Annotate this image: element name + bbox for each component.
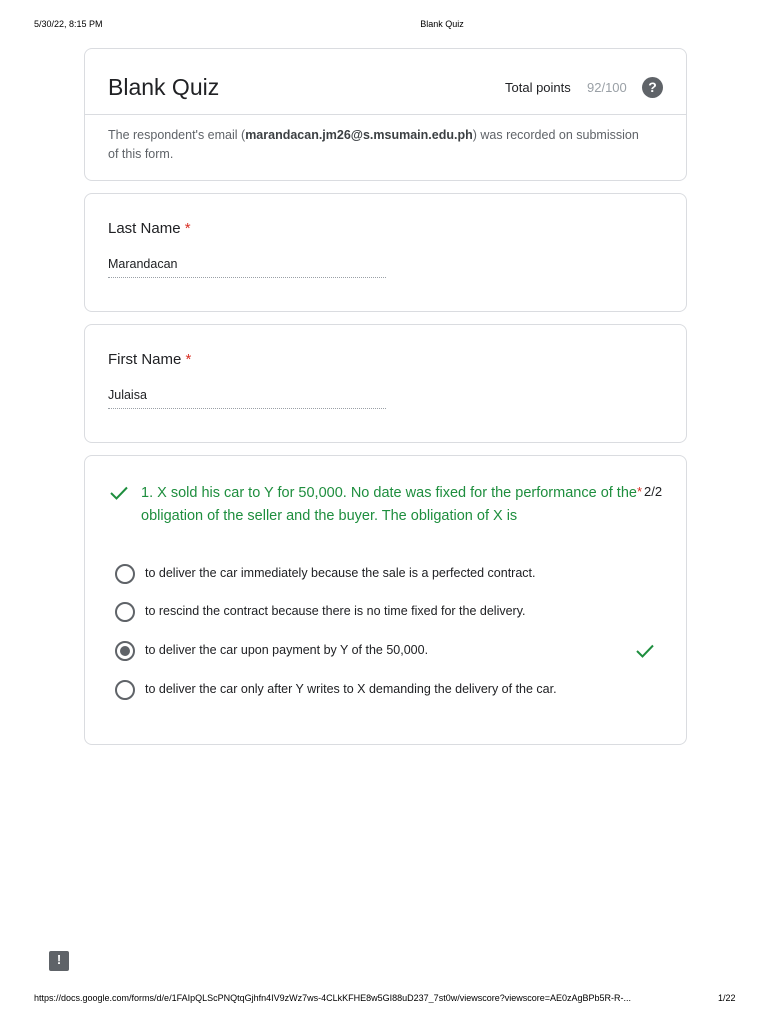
option-text: to rescind the contract because there is no time fixed for the delivery. bbox=[145, 604, 526, 618]
title-row bbox=[85, 49, 686, 115]
question-score: 2/2 bbox=[644, 484, 663, 499]
option-text: to deliver the car only after Y writes to X demanding the delivery of the car. bbox=[145, 682, 557, 696]
last-name-answer: Marandacan bbox=[108, 257, 386, 278]
form-title: Blank Quiz bbox=[108, 74, 220, 100]
correct-check-icon bbox=[109, 485, 129, 501]
option-1[interactable] bbox=[115, 564, 675, 586]
email-recorded-note: The respondent's email (marandacan.jm26@s.msumain.edu.ph) was recorded on submission of this form. bbox=[108, 128, 639, 161]
print-footer bbox=[0, 993, 768, 1007]
question-label: First Name * bbox=[108, 351, 192, 368]
option-3[interactable] bbox=[115, 641, 675, 663]
option-text: to deliver the car upon payment by Y of the 50,000. bbox=[145, 643, 429, 657]
required-asterisk: * bbox=[184, 220, 191, 237]
question-text: 1. X sold his car to Y for 50,000. No date was fixed for the performance of the obligation of the seller and the buyer. The obligation of X is bbox=[141, 485, 637, 524]
total-points-value: 92/100 bbox=[587, 80, 627, 95]
respondent-email: marandacan.jm26@s.msumain.edu.ph bbox=[245, 128, 473, 142]
radio-button[interactable] bbox=[115, 602, 135, 622]
page-number: 1/22 bbox=[718, 993, 736, 1003]
quiz-question-1 bbox=[84, 455, 687, 745]
question-last-name bbox=[84, 193, 687, 312]
print-header bbox=[0, 19, 768, 33]
option-2[interactable] bbox=[115, 602, 675, 624]
question-first-name bbox=[84, 324, 687, 443]
print-date: 5/30/22, 8:15 PM bbox=[34, 19, 103, 29]
help-circle-icon[interactable]: ? bbox=[642, 77, 663, 98]
option-4[interactable] bbox=[115, 680, 675, 702]
question-label: Last Name * bbox=[108, 220, 191, 237]
total-points-label: Total points bbox=[505, 80, 571, 95]
correct-answer-check-icon bbox=[635, 643, 655, 659]
required-asterisk: * bbox=[185, 351, 192, 368]
radio-button-selected[interactable] bbox=[115, 641, 135, 661]
option-text: to deliver the car immediately because the sale is a perfected contract. bbox=[145, 566, 536, 580]
print-page-title: Blank Quiz bbox=[420, 19, 464, 29]
first-name-answer: Julaisa bbox=[108, 388, 386, 409]
feedback-exclamation-icon[interactable]: ! bbox=[49, 951, 69, 971]
page-url: https://docs.google.com/forms/d/e/1FAIpQLScPNQtqGjhfn4IV9zWz7ws-4CLkKFHE8w5GI88uD237_7st0w/viewscore?viewscore=AE0zAgBPb5R-R-... bbox=[34, 993, 632, 1003]
radio-button[interactable] bbox=[115, 564, 135, 584]
required-asterisk: * bbox=[637, 484, 643, 499]
form-title-card bbox=[84, 48, 687, 181]
radio-button[interactable] bbox=[115, 680, 135, 700]
